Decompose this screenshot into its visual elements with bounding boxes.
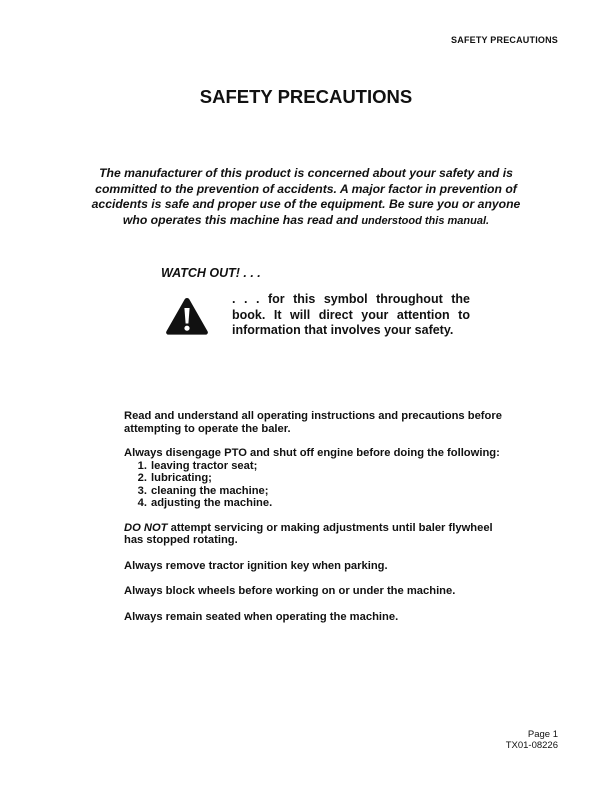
warning-triangle-icon xyxy=(165,296,209,336)
list-item xyxy=(124,460,514,473)
safety-rules xyxy=(124,410,514,623)
list-item-text: lubricating; xyxy=(151,472,212,484)
intro-paragraph xyxy=(70,166,542,229)
document-code: TX01-08226 xyxy=(505,740,558,751)
rule-steps-list xyxy=(124,460,514,510)
rule-remain-seated: Always remain seated when operating the machine. xyxy=(124,610,399,623)
list-item xyxy=(124,497,514,510)
rule-read-instructions: Read and understand all operating instructions and precautions before attempting to operate the baler. xyxy=(124,410,502,435)
running-header: SAFETY PRECAUTIONS xyxy=(451,35,558,45)
intro-line: accidents is safe and proper use of the equipment. Be sure you or anyone xyxy=(91,197,521,211)
list-item xyxy=(124,472,514,485)
do-not-text: attempt servicing or making adjustments until baler flywheel has stopped rotating. xyxy=(124,521,493,546)
rule-disengage-pto: Always disengage PTO and shut off engine before doing the following: xyxy=(124,447,500,459)
rule-do-not-service xyxy=(124,522,514,547)
intro-line: committed to the prevention of accidents. A major factor in prevention of xyxy=(95,181,517,196)
list-item-number: 3. xyxy=(137,484,147,497)
list-item xyxy=(124,485,514,498)
intro-line: The manufacturer of this product is concerned about your safety and is xyxy=(99,166,513,180)
list-item-text: cleaning the machine; xyxy=(151,484,269,497)
rule-block-wheels: Always block wheels before working on or under the machine. xyxy=(124,585,456,597)
list-item-text: adjusting the machine. xyxy=(151,497,273,509)
page-title: SAFETY PRECAUTIONS xyxy=(199,86,413,107)
list-item-text: leaving tractor seat; xyxy=(151,459,258,472)
page-number: Page 1 xyxy=(527,729,558,740)
watch-out-description: . . . for this symbol throughout the book. It will direct your attention to information that involves your safety. xyxy=(232,292,470,337)
intro-line: who operates this machine has read and xyxy=(122,212,362,227)
list-item-number: 2. xyxy=(137,472,147,484)
intro-line-tail: understood this manual. xyxy=(361,214,490,227)
watch-out-heading: WATCH OUT! . . . xyxy=(161,266,261,280)
do-not-emphasis: DO NOT xyxy=(124,521,168,534)
rule-remove-ignition-key: Always remove tractor ignition key when parking. xyxy=(124,559,388,572)
list-item-number: 1. xyxy=(137,459,147,472)
list-item-number: 4. xyxy=(137,497,147,509)
